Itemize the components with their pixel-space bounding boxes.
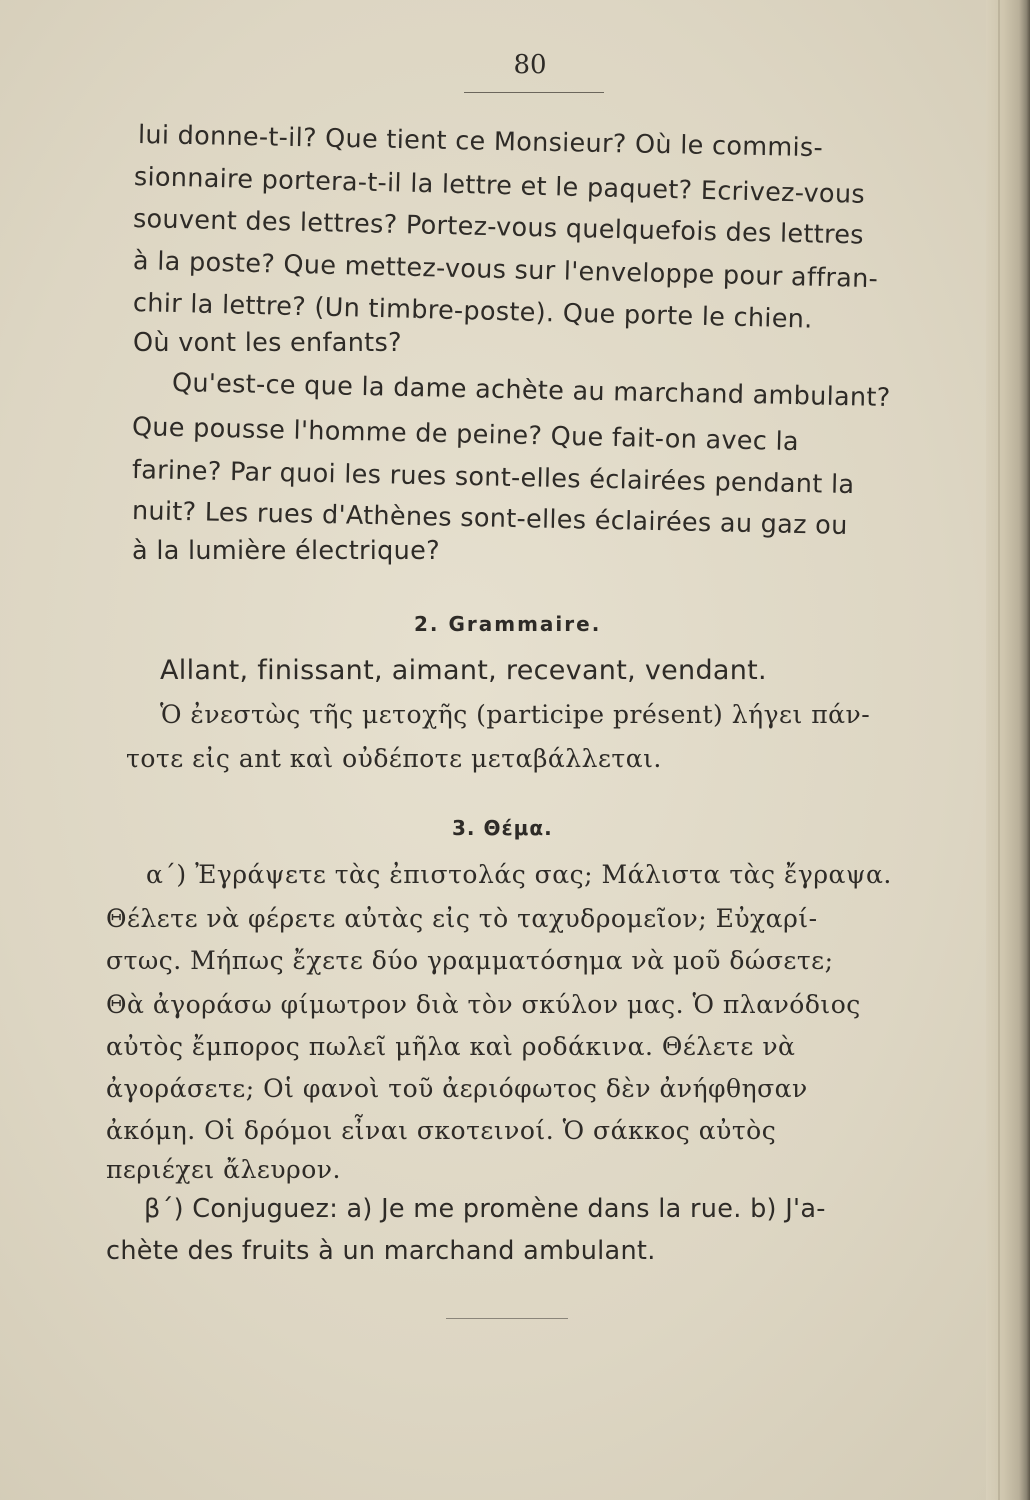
footer-rule: [446, 1318, 568, 1319]
paragraph-line: souvent des lettres? Portez-vous quelquefois des lettres: [132, 204, 865, 251]
exercise-line: chète des fruits à un marchand ambulant.: [106, 1236, 656, 1266]
paragraph-line: Qu'est-ce que la dame achète au marchand ambulant?: [171, 368, 891, 414]
exercise-line: α΄) Ἐγράψετε τὰς ἐπιστολάς σας; Μάλιστα τὰς ἔγραψα.: [146, 860, 892, 889]
section-heading-theme: 3. Θέμα.: [452, 816, 553, 840]
paragraph-line: à la poste? Que mettez-vous sur l'enveloppe pour affran-: [132, 246, 879, 295]
paragraph-line: sionnaire portera-t-il la lettre et le paquet? Ecrivez-vous: [133, 162, 866, 210]
page-number: 80: [513, 50, 547, 80]
exercise-line: β΄) Conjuguez: a) Je me promène dans la rue. b) J'a-: [144, 1194, 826, 1224]
book-binding-edge: [986, 0, 1030, 1500]
binding-fold-line: [998, 0, 1000, 1500]
grammar-line: τοτε εἰς ant καὶ οὐδέποτε μεταβάλλεται.: [126, 744, 662, 773]
exercise-line: Θέλετε νὰ φέρετε αὐτὰς εἰς τὸ ταχυδρομεῖον; Εὐχαρί-: [106, 904, 818, 933]
exercise-line: ἀγοράσετε; Οἱ φανοὶ τοῦ ἀεριόφωτος δὲν ἀνήφθησαν: [106, 1074, 808, 1103]
paragraph-line: nuit? Les rues d'Athènes sont-elles éclairées au gaz ou: [131, 496, 848, 541]
header-rule: [464, 92, 604, 93]
paragraph-line: lui donne-t-il? Que tient ce Monsieur? Où le commis-: [137, 120, 824, 164]
paragraph-line: Où vont les enfants?: [133, 328, 402, 358]
paragraph-line: à la lumière électrique?: [132, 536, 440, 566]
paragraph-line: farine? Par quoi les rues sont-elles éclairées pendant la: [131, 455, 855, 501]
grammar-line: Allant, finissant, aimant, recevant, vendant.: [160, 655, 767, 686]
section-heading-grammar: 2. Grammaire.: [414, 612, 602, 636]
paragraph-line: Que pousse l'homme de peine? Que fait-on avec la: [131, 412, 800, 458]
grammar-line: Ὁ ἐνεστὼς τῆς μετοχῆς (participe présent) λήγει πάν-: [160, 700, 871, 729]
exercise-line: περιέχει ἄλευρον.: [106, 1155, 341, 1184]
exercise-line: αὐτὸς ἔμπορος πωλεῖ μῆλα καὶ ροδάκινα. Θέλετε νὰ: [106, 1032, 796, 1061]
exercise-line: ἀκόμη. Οἱ δρόμοι εἶναι σκοτεινοί. Ὁ σάκκος αὐτὸς: [106, 1116, 777, 1145]
paragraph-line: chir la lettre? (Un timbre-poste). Que porte le chien.: [132, 288, 813, 335]
exercise-line: στως. Μήπως ἔχετε δύο γραμματόσημα νὰ μοῦ δώσετε;: [106, 946, 834, 975]
exercise-line: Θὰ ἀγοράσω φίμωτρον διὰ τὸν σκύλον μας. Ὁ πλανόδιος: [106, 990, 861, 1019]
